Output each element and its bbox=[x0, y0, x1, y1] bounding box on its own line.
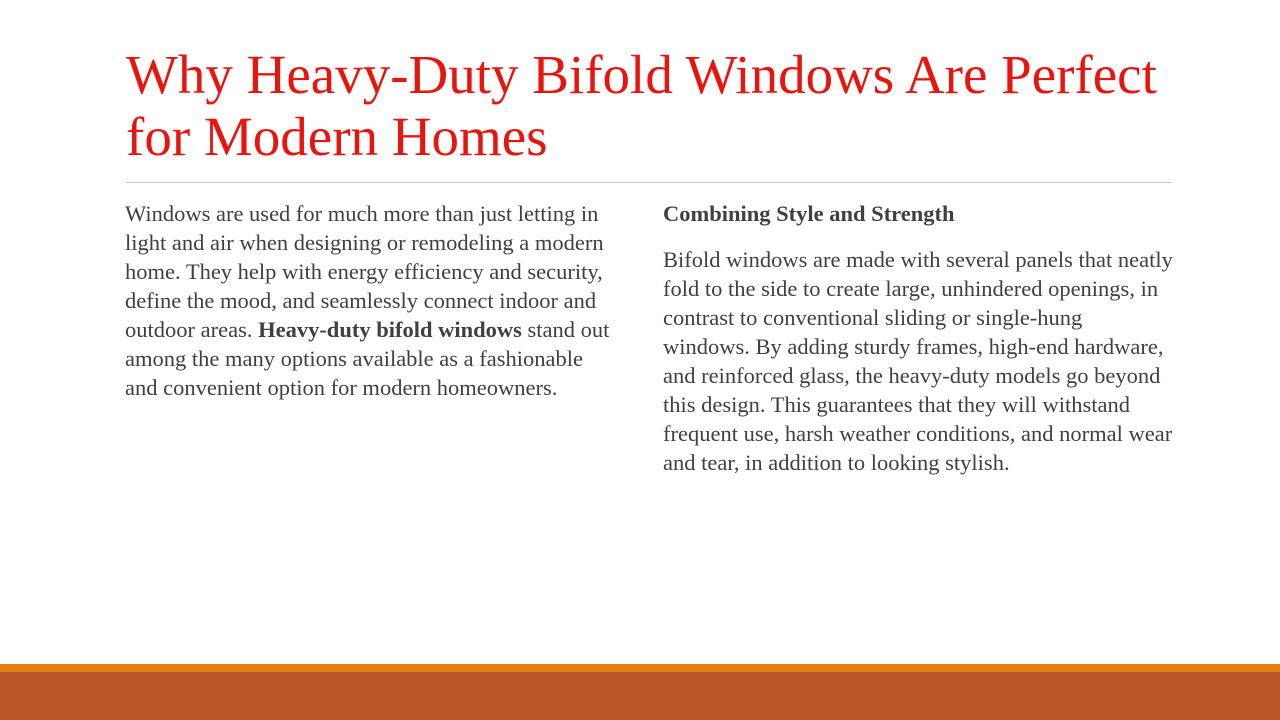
footer-accent-band-dark bbox=[0, 672, 1280, 720]
intro-bold-link-text: Heavy-duty bifold windows bbox=[258, 317, 522, 342]
title-divider bbox=[126, 182, 1172, 183]
slide-title: Why Heavy-Duty Bifold Windows Are Perfect for Modern Homes bbox=[126, 44, 1157, 167]
intro-paragraph bbox=[125, 199, 620, 402]
intro-text-start: Windows are used for much more than just letting in light and air when designing or remodeling a modern home. They help with energy efficiency and security, define the mood, and seamlessly connect indoor and outdoor areas. bbox=[125, 201, 604, 342]
right-column bbox=[663, 199, 1173, 477]
left-column bbox=[125, 199, 620, 402]
intro-text-end: stand out among the many options available as a fashionable and convenient option for modern homeowners. bbox=[125, 317, 610, 400]
footer-accent-band-light bbox=[0, 664, 1280, 672]
section-heading: Combining Style and Strength bbox=[663, 201, 955, 226]
section-body: Bifold windows are made with several panels that neatly fold to the side to create large, unhindered openings, in contrast to conventional sliding or single-hung windows. By adding sturdy frames, high-end hardware, and reinforced glass, the heavy-duty models go beyond this design. This guarantees that they will withstand frequent use, harsh weather conditions, and normal wear and tear, in addition to looking stylish. bbox=[663, 247, 1173, 475]
